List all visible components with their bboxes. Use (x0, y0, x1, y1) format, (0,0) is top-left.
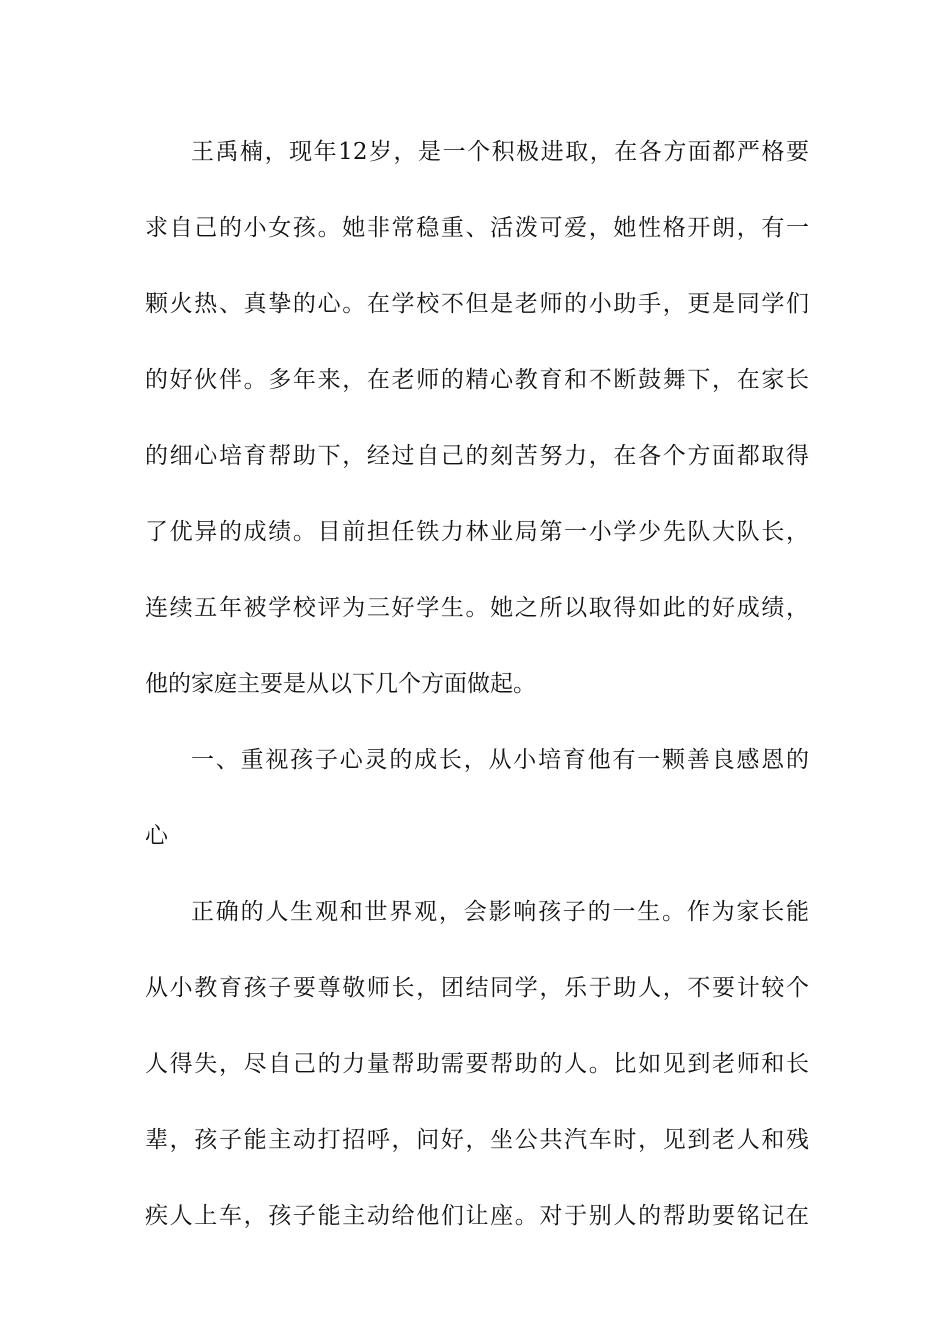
text-line: 人得失，尽自己的力量帮助需要帮助的人。比如见到老师和长 (145, 1051, 809, 1077)
text-line: 辈，孩子能主动打招呼，问好，坐公共汽车时，见到老人和残 (145, 1127, 809, 1153)
text-line: 从小教育孩子要尊敬师长，团结同学，乐于助人，不要计较个 (145, 975, 809, 1001)
section-heading (145, 730, 809, 882)
document-body (145, 122, 809, 1262)
text-line: 王禹楠，现年12岁，是一个积极进取，在各方面都严格要 (191, 139, 809, 165)
text-line: 的细心培育帮助下，经过自己的刻苦努力，在各个方面都取得 (145, 443, 809, 469)
text-line: 他的家庭主要是从以下几个方面做起。 (145, 671, 536, 697)
text-line: 连续五年被学校评为三好学生。她之所以取得如此的好成绩， (145, 595, 809, 621)
text-line: 了优异的成绩。目前担任铁力林业局第一小学少先队大队长， (145, 519, 809, 545)
text-line: 一、重视孩子心灵的成长，从小培育他有一颗善良感恩的 (191, 747, 809, 773)
text-line: 的好伙伴。多年来，在老师的精心教育和不断鼓舞下，在家长 (145, 367, 809, 393)
text-line: 疾人上车，孩子能主动给他们让座。对于别人的帮助要铭记在 (145, 1203, 809, 1229)
text-line: 正确的人生观和世界观，会影响孩子的一生。作为家长能 (191, 899, 809, 925)
text-line: 求自己的小女孩。她非常稳重、活泼可爱，她性格开朗，有一 (145, 215, 809, 241)
paragraph-body (145, 882, 809, 1262)
text-line: 心 (145, 823, 168, 849)
paragraph-introduction (145, 122, 809, 730)
text-line: 颗火热、真挚的心。在学校不但是老师的小助手，更是同学们 (145, 291, 809, 317)
